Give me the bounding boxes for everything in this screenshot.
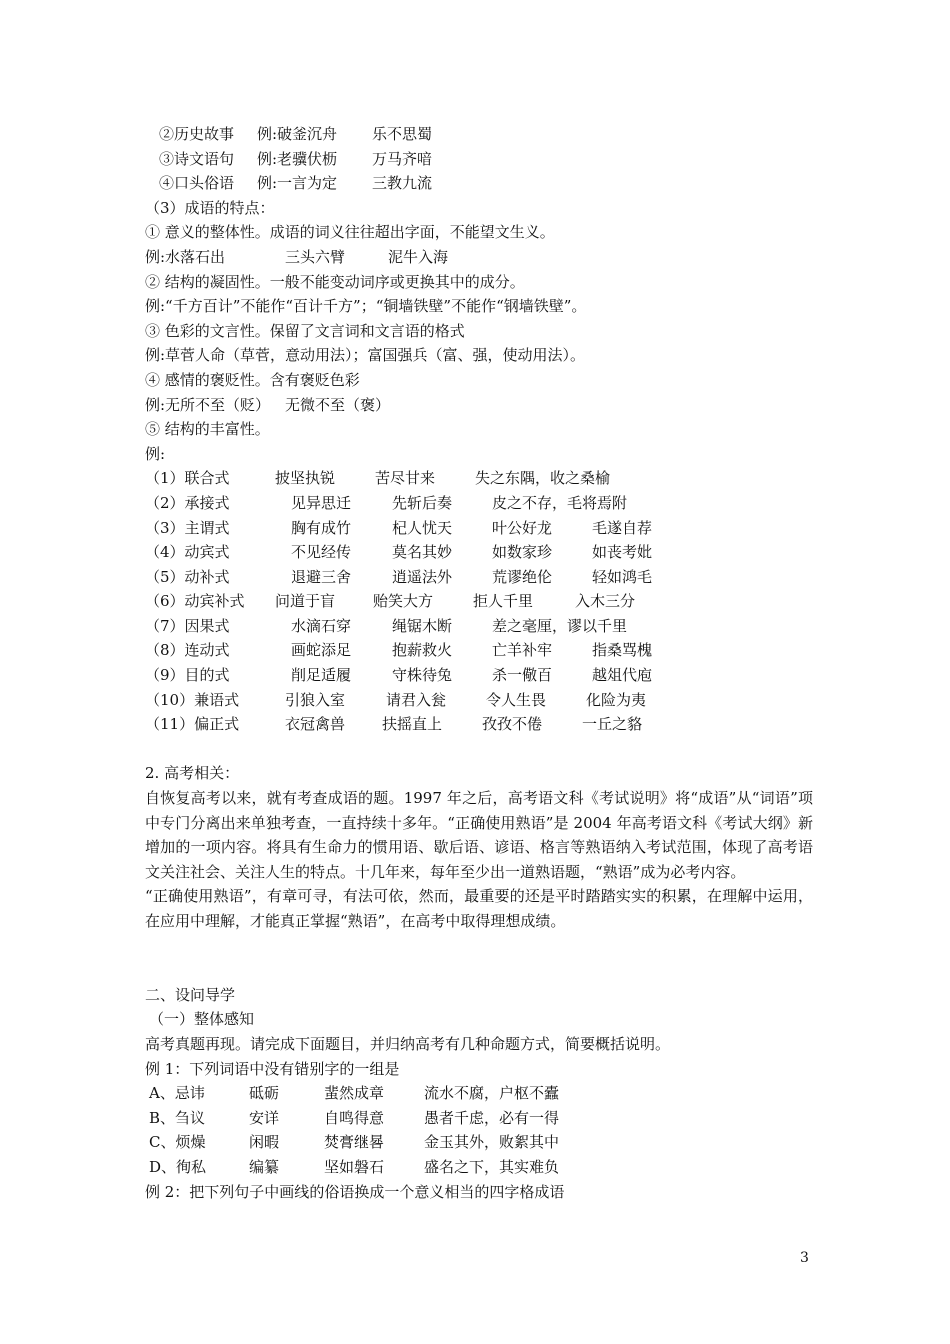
feature-5-example: 例: [145, 444, 166, 463]
idiom: 莫名其妙 [392, 543, 453, 562]
structure-row [145, 540, 813, 565]
idiom: 退避三舍 [291, 567, 352, 586]
category-line [145, 171, 813, 196]
idiom: 抱薪救火 [392, 641, 453, 660]
idiom: 先斩后奏 [392, 493, 453, 512]
idiom: 逍遥法外 [392, 567, 453, 586]
blank-line [145, 934, 813, 959]
structure-type: （2）承接式 [145, 493, 230, 512]
idiom: 毛遂自荐 [592, 518, 653, 537]
example-1-option-c: C、烦燥 闲暇 焚膏继晷 金玉其外，败絮其中 [149, 1133, 560, 1152]
category-example: 例:老骥伏枥 [257, 149, 338, 168]
structure-row [145, 516, 813, 541]
idiom: 绳锯木断 [392, 616, 453, 635]
idiom: 拒人千里 [473, 592, 534, 611]
structure-row [145, 589, 813, 614]
category-line [145, 147, 813, 172]
structure-row [145, 712, 813, 737]
category-label: ④口头俗语 [159, 174, 235, 193]
section-2-heading: 二、设问导学 [145, 985, 236, 1004]
idiom: 失之东隅，收之桑榆 [475, 469, 611, 488]
idiom: 孜孜不倦 [482, 715, 543, 734]
example-1-title: 例 1：下列词语中没有错别字的一组是 [145, 1059, 400, 1078]
idiom: 不见经传 [291, 543, 352, 562]
blank-line [145, 958, 813, 983]
section-2-intro: 高考真题再现。请完成下面题目，并归纳高考有几种命题方式，简要概括说明。 [145, 1034, 671, 1053]
structure-row [145, 663, 813, 688]
category-example: 例:一言为定 [257, 174, 338, 193]
structure-row [145, 638, 813, 663]
structure-row [145, 614, 813, 639]
structure-type: （9）目的式 [145, 666, 230, 685]
category-example: 乐不思蜀 [372, 125, 433, 143]
structure-type: （10）兼语式 [145, 690, 240, 709]
idiom: 贻笑大方 [373, 592, 434, 611]
feature-1: ① 意义的整体性。成语的词义往往超出字面，不能望文生义。 [145, 223, 555, 242]
idiom: 杞人忧天 [392, 518, 453, 537]
idiom: 如丧考妣 [592, 543, 653, 562]
idiom: 见异思迁 [291, 493, 352, 512]
feature-3-example: 例:草菅人命（草菅，意动用法）；富国强兵（富、强，使动用法）。 [145, 346, 586, 365]
idiom: 如数家珍 [492, 543, 553, 562]
structure-row [145, 565, 813, 590]
category-example: 万马齐喑 [372, 149, 433, 168]
page-content [145, 122, 813, 1204]
structure-row [145, 688, 813, 713]
idiom: 越俎代庖 [592, 666, 653, 685]
structure-type: （7）因果式 [145, 616, 230, 635]
idiom: 守株待兔 [392, 666, 453, 685]
idiom: 问道于盲 [275, 592, 336, 611]
idiom: 皮之不存，毛将焉附 [492, 493, 628, 512]
feature-4-example: 例:无所不至（贬） 无微不至（褒） [145, 395, 391, 414]
idiom: 亡羊补牢 [492, 641, 553, 660]
idiom: 指桑骂槐 [592, 641, 653, 660]
structure-type: （3）主谓式 [145, 518, 230, 537]
idiom: 请君入瓮 [386, 690, 447, 709]
feature-1-example: 例:水落石出 三头六臂 泥牛入海 [145, 247, 449, 266]
category-example: 三教九流 [372, 174, 433, 193]
structure-type: （8）连动式 [145, 641, 230, 660]
idiom: 披坚执锐 [275, 469, 336, 488]
idiom: 差之毫厘，谬以千里 [492, 616, 628, 635]
idiom: 画蛇添足 [291, 641, 352, 660]
example-1-option-d: D、徇私 编纂 坚如磐石 盛名之下，其实难负 [149, 1157, 560, 1176]
idiom: 胸有成竹 [291, 518, 352, 537]
structure-row [145, 491, 813, 516]
structure-type: （1）联合式 [145, 469, 230, 488]
feature-3: ③ 色彩的文言性。保留了文言词和文言语的格式 [145, 321, 465, 340]
idiom: 苦尽甘来 [375, 469, 436, 488]
gaokao-paragraph-1: 自恢复高考以来，就有考查成语的题。1997 年之后，高考语文科《考试说明》将“成语”从“词语”项中专门分离出来单独考查，一直持续十多年。“正确使用熟语”是 2004 年高考语文科《考试大纲》新增加的一项内容。将具有生命力的惯用语、歇后语、谚语、格言等熟语纳入考试范围，体现了高考语文关注社会、关注人生的特点。十几年来，每年至少出一道熟语题，“熟语”成为必考内容。 [145, 789, 813, 881]
category-label: ③诗文语句 [159, 149, 235, 168]
idiom: 荒谬绝伦 [492, 567, 553, 586]
feature-4: ④ 感情的褒贬性。含有褒贬色彩 [145, 370, 360, 389]
idiom: 入木三分 [575, 592, 636, 611]
idiom: 一丘之貉 [582, 715, 643, 734]
feature-2-example: 例:“千方百计”不能作“百计千方”；“铜墙铁壁”不能作“钢墙铁壁”。 [145, 297, 587, 316]
structure-type: （5）动补式 [145, 567, 230, 586]
idiom: 衣冠禽兽 [285, 715, 346, 734]
blank-line [145, 737, 813, 762]
idiom: 叶公好龙 [492, 518, 553, 537]
section-2-subheading: （一）整体感知 [149, 1010, 255, 1029]
structure-row [145, 466, 813, 491]
idiom: 扶摇直上 [382, 715, 443, 734]
gaokao-paragraph-2: “正确使用熟语”，有章可寻，有法可依，然而，最重要的还是平时踏踏实实的积累，在理解中运用，在应用中理解，才能真正掌握“熟语”，在高考中取得理想成绩。 [145, 887, 813, 930]
feature-5: ⑤ 结构的丰富性。 [145, 420, 270, 439]
idiom: 化险为夷 [586, 690, 647, 709]
idiom: 削足适履 [291, 666, 352, 685]
structure-type: （6）动宾补式 [145, 592, 245, 611]
example-1-option-b: B、刍议 安详 自鸣得意 愚者千虑，必有一得 [149, 1108, 560, 1127]
feature-2: ② 结构的凝固性。一般不能变动词序或更换其中的成分。 [145, 272, 525, 291]
features-heading: （3）成语的特点： [145, 198, 275, 217]
page-number: 3 [800, 1250, 809, 1266]
example-2-title: 例 2：把下列句子中画线的俗语换成一个意义相当的四字格成语 [145, 1182, 565, 1201]
idiom: 轻如鸿毛 [592, 567, 653, 586]
idiom: 引狼入室 [285, 690, 346, 709]
idiom: 水滴石穿 [291, 616, 352, 635]
category-example: 例:破釜沉舟 [257, 125, 338, 143]
category-label: ②历史故事 [159, 125, 235, 143]
structure-type: （4）动宾式 [145, 543, 230, 562]
structure-type: （11）偏正式 [145, 715, 240, 734]
example-1-option-a: A、忌讳 砥砺 蜚然成章 流水不腐，户枢不蠹 [149, 1084, 560, 1103]
category-line [145, 122, 813, 147]
gaokao-heading: 2. 高考相关： [145, 764, 240, 783]
idiom: 杀一儆百 [492, 666, 553, 685]
idiom: 令人生畏 [486, 690, 547, 709]
